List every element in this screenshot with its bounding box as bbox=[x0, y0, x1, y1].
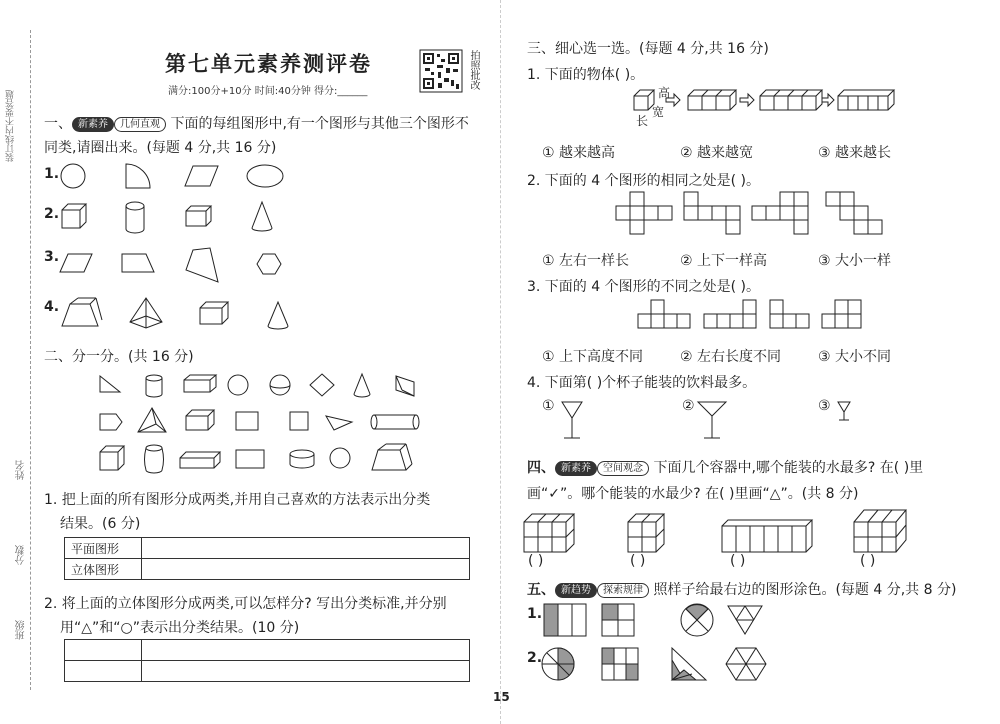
name-label: 姓名 bbox=[16, 460, 27, 480]
cuboid-shape bbox=[186, 410, 214, 430]
circle-model bbox=[542, 648, 574, 680]
section1-badge-new: 新素养 bbox=[72, 117, 114, 132]
section1-text: 下面的每组图形中,有一个图形与其他三个图形不 bbox=[170, 116, 469, 132]
fan-model bbox=[672, 648, 706, 680]
square-model bbox=[602, 604, 634, 636]
cup-icon bbox=[562, 402, 582, 438]
s2-q2-answer-cell[interactable] bbox=[142, 640, 470, 661]
qr-caption: 拍照批改 bbox=[468, 50, 479, 90]
s3-q4-cup-3-label[interactable]: ③ bbox=[818, 398, 831, 414]
cup-icon bbox=[698, 402, 726, 438]
prism-shape bbox=[62, 298, 102, 326]
grid-model bbox=[602, 648, 638, 680]
cone-shape bbox=[354, 374, 370, 397]
section2-heading: 二、分一分。(共 16 分) bbox=[44, 349, 194, 365]
s3-q1-label-height: 高 bbox=[658, 86, 671, 100]
s4-blank-3[interactable]: ( ) bbox=[730, 553, 746, 569]
sector-shape bbox=[126, 164, 150, 188]
cuboid-shape bbox=[200, 302, 228, 324]
rectangle-shape bbox=[236, 412, 258, 430]
block-shape-3 bbox=[770, 300, 809, 328]
s3-q3-option-2[interactable]: ② 左右长度不同 bbox=[680, 349, 782, 365]
cube-shape bbox=[62, 204, 86, 228]
s3-q4-cup-1-label[interactable]: ① bbox=[542, 398, 555, 414]
s1-row-4-label: 4. bbox=[44, 299, 60, 315]
s3-q3-text: 3. 下面的 4 个图形的不同之处是( )。 bbox=[527, 279, 760, 295]
section5-text: 照样子给最右边的图形涂色。(每题 4 分,共 8 分) bbox=[653, 582, 957, 598]
s3-q2-text: 2. 下面的 4 个图形的相同之处是( )。 bbox=[527, 173, 760, 189]
s2-shape-grid[interactable] bbox=[96, 372, 426, 482]
s2-table-row-label: 立体图形 bbox=[65, 559, 142, 580]
triangular-prism-shape bbox=[396, 376, 414, 396]
s5-row-2-label: 2. bbox=[527, 650, 543, 666]
section4-badge-new: 新素养 bbox=[555, 461, 597, 476]
cylinder-shape bbox=[126, 202, 144, 233]
s1-row-1-label: 1. bbox=[44, 166, 60, 182]
cube-row-4 bbox=[760, 90, 822, 110]
s5-row-2-shapes bbox=[542, 644, 792, 684]
sphere-shape bbox=[270, 375, 290, 395]
cube-row-3 bbox=[688, 90, 736, 110]
section5-badge-topic: 探索规律 bbox=[597, 583, 649, 598]
page-title: 第七单元素养测评卷 bbox=[165, 51, 372, 76]
container-2 bbox=[628, 514, 664, 552]
class-label: 班级 bbox=[16, 620, 27, 640]
container-3 bbox=[722, 520, 812, 552]
rectangle-shape bbox=[236, 450, 264, 468]
s3-q1-text: 1. 下面的物体( )。 bbox=[527, 67, 645, 83]
cone-shape bbox=[252, 202, 272, 231]
hexagon-shape bbox=[257, 254, 281, 274]
ellipse-shape bbox=[247, 165, 283, 187]
s3-q1-blocks bbox=[632, 84, 892, 124]
s3-q3-shapes bbox=[636, 298, 876, 334]
s2-table-answer-cell[interactable] bbox=[142, 559, 470, 580]
s4-blank-2[interactable]: ( ) bbox=[630, 553, 646, 569]
cube-net-4 bbox=[826, 192, 882, 234]
cube-row-5b bbox=[838, 90, 894, 110]
prism-shape bbox=[372, 444, 412, 470]
s2-q1-text-2: 结果。(6 分) bbox=[60, 516, 141, 532]
section4-badge-topic: 空间观念 bbox=[597, 461, 649, 476]
section4-num: 四、 bbox=[527, 460, 555, 476]
s3-q3-option-1[interactable]: ① 上下高度不同 bbox=[542, 349, 644, 365]
pyramid-shape bbox=[130, 298, 162, 328]
s3-q1-option-1[interactable]: ① 越来越高 bbox=[542, 145, 616, 161]
s1-row-2-label: 2. bbox=[44, 206, 60, 222]
cylinder-shape bbox=[371, 415, 419, 429]
s2-q2-text: 2. 将上面的立体图形分成两类,可以怎样分? 写出分类标准,并分别 bbox=[44, 596, 447, 612]
s4-blank-1[interactable]: ( ) bbox=[528, 553, 544, 569]
s3-q4-text: 4. 下面第( )个杯子能装的饮料最多。 bbox=[527, 375, 757, 391]
s1-row-3-label: 3. bbox=[44, 249, 60, 265]
s1-row-1-shapes[interactable] bbox=[60, 160, 300, 192]
cuboid-shape bbox=[184, 375, 216, 392]
s3-q2-nets bbox=[614, 192, 904, 236]
block-shape-1 bbox=[638, 300, 690, 328]
s2-q1-text: 1. 把上面的所有图形分成两类,并用自己喜欢的方法表示出分类 bbox=[44, 492, 431, 508]
s2-answer-table bbox=[64, 537, 470, 580]
parallelogram-shape bbox=[60, 254, 92, 272]
section1-num: 一、 bbox=[44, 116, 72, 132]
cuboid-shape bbox=[186, 206, 211, 226]
s5-row-1-label: 1. bbox=[527, 606, 543, 622]
triangle-shape bbox=[100, 376, 120, 392]
s1-row-3-shapes[interactable] bbox=[60, 246, 300, 282]
block-shape-4 bbox=[822, 300, 861, 328]
parallelogram-shape bbox=[185, 166, 218, 186]
s3-q1-label-length: 长 bbox=[636, 114, 649, 128]
s2-q2-answer-cell[interactable] bbox=[65, 640, 142, 661]
section1-text-2: 同类,请圈出来。(每题 4 分,共 16 分) bbox=[44, 140, 277, 156]
trapezoid-shape bbox=[122, 254, 154, 272]
qr-code-icon[interactable] bbox=[420, 50, 462, 92]
s2-q2-answer-table bbox=[64, 639, 470, 682]
cube-shape bbox=[100, 446, 124, 470]
s3-q3-option-3[interactable]: ③ 大小不同 bbox=[818, 349, 892, 365]
s2-q2-text-2: 用“△”和“○”表示出分类结果。(10 分) bbox=[60, 620, 300, 636]
hexagon-model bbox=[726, 648, 766, 680]
arrow-icon bbox=[740, 94, 754, 106]
arrow-icon bbox=[822, 94, 834, 106]
sphere-shape bbox=[330, 448, 350, 468]
cone-shape bbox=[268, 302, 288, 329]
circle-shape bbox=[228, 375, 248, 395]
s3-q1-label-width: 宽 bbox=[652, 105, 665, 119]
exam-meta: 满分:100分+10分 时间:40分钟 得分:______ bbox=[168, 86, 368, 97]
s1-row-4-shapes[interactable] bbox=[60, 296, 300, 334]
s3-q4-cups bbox=[560, 398, 860, 442]
s3-q4-cup-2-label[interactable]: ② bbox=[682, 398, 695, 414]
s3-q2-option-2[interactable]: ② 上下一样高 bbox=[680, 253, 768, 269]
binding-note: 装订线内不要答题 bbox=[6, 90, 16, 162]
section5-heading bbox=[527, 579, 956, 599]
page-divider bbox=[500, 0, 501, 724]
s2-q2-answer-cell[interactable] bbox=[65, 661, 142, 682]
cuboid-shape bbox=[180, 452, 220, 468]
section5-badge-new: 新趋势 bbox=[555, 583, 597, 598]
bar-model bbox=[544, 604, 586, 636]
flat-cylinder-shape bbox=[290, 450, 314, 468]
cylinder-shape bbox=[146, 375, 162, 397]
s1-row-2-shapes[interactable] bbox=[60, 198, 300, 238]
single-cube bbox=[634, 90, 654, 110]
s5-row-1-shapes bbox=[542, 600, 792, 640]
s2-table-answer-cell[interactable] bbox=[142, 538, 470, 559]
section1-badge-topic: 几何直观 bbox=[114, 117, 166, 132]
cube-net-3 bbox=[752, 192, 808, 234]
section4-text: 下面几个容器中,哪个能装的水最多? 在( )里 bbox=[653, 460, 924, 476]
container-4 bbox=[854, 510, 906, 552]
cube-net-2 bbox=[684, 192, 740, 234]
section3-heading: 三、细心选一选。(每题 4 分,共 16 分) bbox=[527, 41, 769, 57]
cube-net-1 bbox=[616, 192, 672, 234]
s4-containers bbox=[522, 508, 922, 554]
container-1 bbox=[524, 514, 574, 552]
triangle-shape bbox=[326, 416, 352, 430]
triangle-model bbox=[728, 606, 762, 634]
pentagon-shape bbox=[100, 414, 122, 430]
s3-q1-option-2[interactable]: ② 越来越宽 bbox=[680, 145, 754, 161]
section4-text-2: 画“✓”。哪个能装的水最少? 在( )里画“△”。(共 8 分) bbox=[527, 486, 859, 502]
section5-num: 五、 bbox=[527, 582, 555, 598]
page-number: 15 bbox=[493, 690, 510, 704]
tetrahedron-shape bbox=[138, 408, 166, 432]
s2-table-row-label: 平面图形 bbox=[65, 538, 142, 559]
cup-icon bbox=[838, 402, 850, 420]
section1-heading bbox=[44, 113, 469, 133]
binding-line bbox=[30, 30, 31, 690]
rhombus-shape bbox=[310, 374, 334, 396]
square-shape bbox=[290, 412, 308, 430]
s4-blank-4[interactable]: ( ) bbox=[860, 553, 876, 569]
quadrilateral-shape bbox=[186, 248, 218, 282]
s3-q1-option-3[interactable]: ③ 越来越长 bbox=[818, 145, 892, 161]
section4-heading bbox=[527, 457, 923, 477]
block-shape-2 bbox=[704, 300, 756, 328]
s2-q2-answer-cell[interactable] bbox=[142, 661, 470, 682]
s3-q2-option-1[interactable]: ① 左右一样长 bbox=[542, 253, 630, 269]
circle-shape bbox=[61, 164, 85, 188]
barrel-shape bbox=[145, 445, 164, 473]
circle-model bbox=[681, 604, 713, 636]
score-label: 分数 bbox=[16, 545, 27, 565]
s3-q2-option-3[interactable]: ③ 大小一样 bbox=[818, 253, 892, 269]
